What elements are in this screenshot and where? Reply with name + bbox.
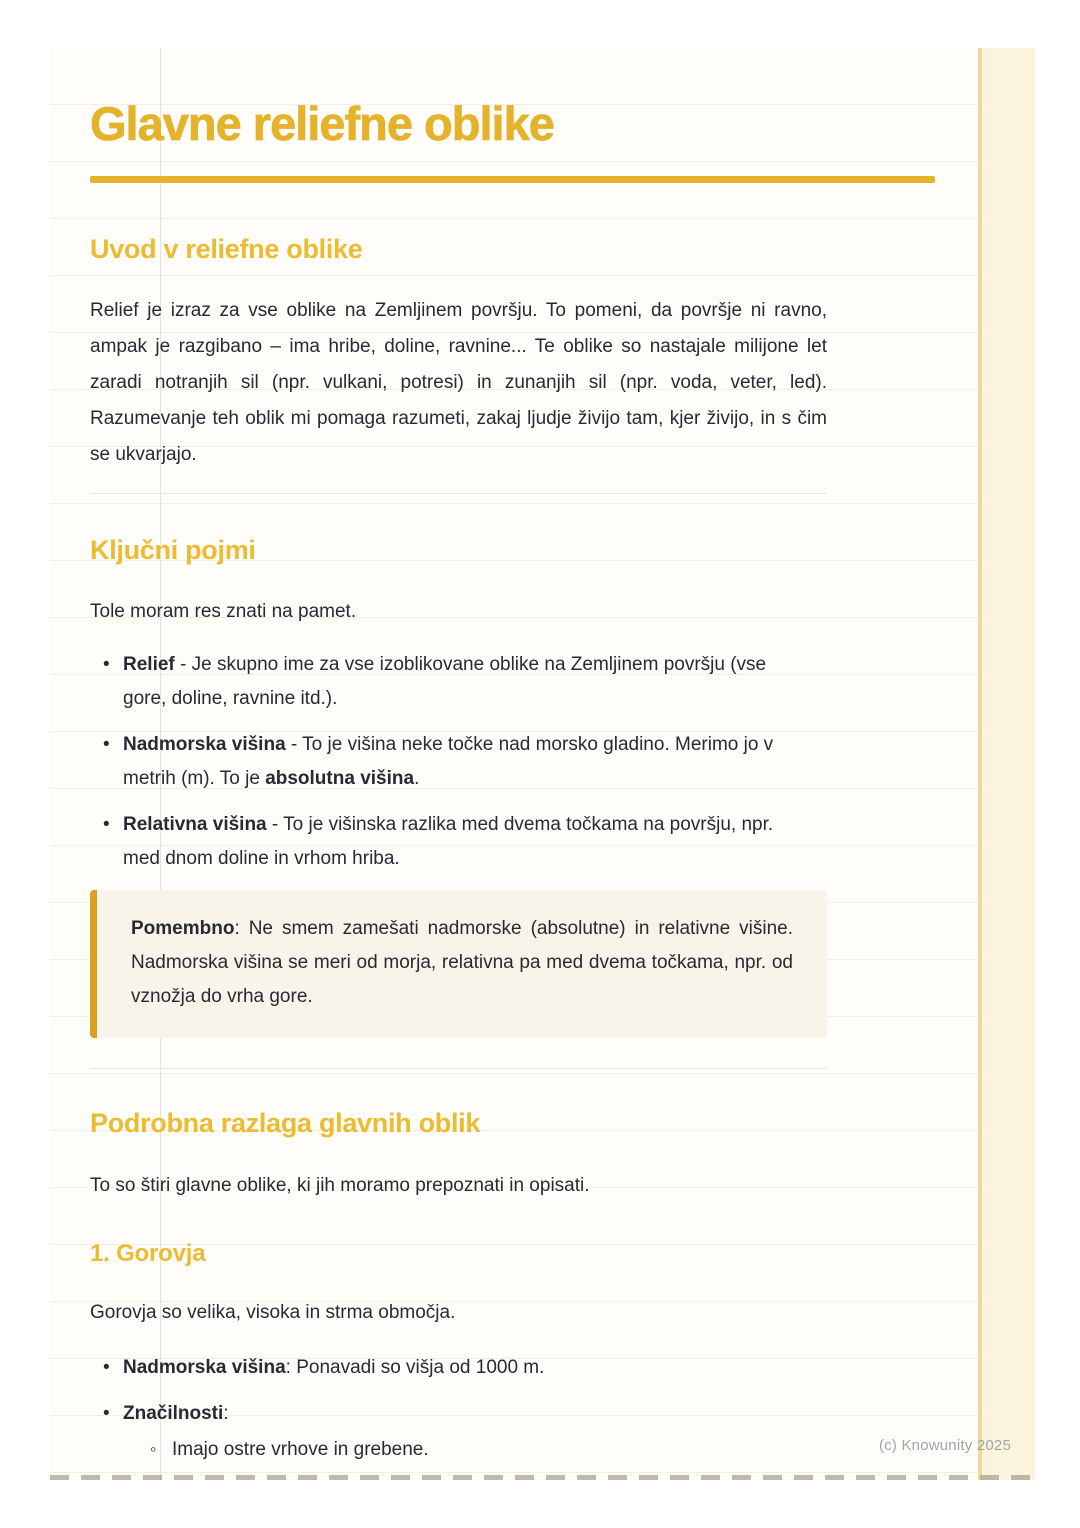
term-label: Nadmorska višina bbox=[123, 734, 286, 756]
sub-list-item bbox=[172, 1433, 773, 1467]
section-divider bbox=[90, 1068, 827, 1069]
notebook-edge-stripe bbox=[978, 48, 1035, 1480]
watermark: (c) Knowunity 2025 bbox=[878, 1437, 1011, 1454]
torn-page-edge bbox=[50, 1475, 1035, 1480]
section-heading-key-terms: Ključni pojmi bbox=[90, 535, 256, 566]
callout-text bbox=[131, 912, 793, 1014]
sub-item-text: Imajo ostre vrhove in grebene. bbox=[172, 1438, 429, 1460]
callout-label: Pomembno bbox=[131, 918, 235, 940]
term-definition: - To je višinska razlika med dvema točkama na površju, npr. med dnom doline in vrhom hriba. bbox=[123, 814, 774, 870]
list-item bbox=[123, 1351, 810, 1385]
document-page bbox=[50, 48, 1035, 1480]
section-heading-detailed: Podrobna razlaga glavnih oblik bbox=[90, 1108, 481, 1139]
term-definition-end: . bbox=[414, 768, 420, 790]
title-underline bbox=[90, 176, 935, 183]
term-label: Nadmorska višina bbox=[123, 1356, 286, 1378]
gorovja-sublist bbox=[123, 1433, 773, 1467]
key-terms-lead: Tole moram res znati na pamet. bbox=[90, 601, 357, 623]
intro-paragraph: Relief je izraz za vse oblike na Zemljinem površju. To pomeni, da površje ni ravno, ampak je razgibano – ima hribe, doline, ravnine... Te oblike so nastajale milijone let zaradi notranjih sil (npr. vulkani, potresi) in zunanjih sil (npr. voda, veter, led). Razumevanje teh oblik mi pomaga razumeti, zakaj ljudje živijo tam, kjer živijo, in s čim se ukvarjajo. bbox=[90, 300, 827, 466]
list-item bbox=[123, 1397, 810, 1467]
important-callout bbox=[90, 890, 827, 1038]
term-definition: : Ponavadi so višja od 1000 m. bbox=[285, 1356, 545, 1378]
page-title: Glavne reliefne oblike bbox=[90, 97, 554, 150]
gorovja-list bbox=[90, 1351, 810, 1467]
detailed-lead: To so štiri glavne oblike, ki jih moramo prepoznati in opisati. bbox=[90, 1174, 590, 1196]
term-label: Relief bbox=[123, 654, 175, 676]
list-item bbox=[123, 648, 810, 716]
key-terms-list bbox=[90, 648, 810, 876]
section-heading-intro: Uvod v reliefne oblike bbox=[90, 233, 363, 264]
section-divider bbox=[90, 493, 827, 494]
term-definition: - To je višina neke točke nad morsko gladino. Merimo jo v metrih (m). To je bbox=[123, 734, 774, 790]
term-definition: - Je skupno ime za vse izoblikovane oblike na Zemljinem površju (vse gore, doline, ravnine itd.). bbox=[123, 654, 767, 710]
term-emphasis: absolutna višina bbox=[265, 768, 415, 790]
term-label: Relativna višina bbox=[123, 814, 267, 836]
page-content bbox=[50, 48, 935, 1467]
subsection-heading-gorovja: 1. Gorovja bbox=[90, 1239, 206, 1267]
list-item bbox=[123, 728, 810, 796]
callout-body: : Ne smem zamešati nadmorske (absolutne) in relativne višine. Nadmorska višina se meri od morja, relativna pa med dvema točkama, npr. od vznožja do vrha gore. bbox=[131, 918, 793, 1008]
list-item bbox=[123, 808, 810, 876]
gorovja-lead: Gorovja so velika, visoka in strma območja. bbox=[90, 1301, 456, 1323]
term-definition: : bbox=[223, 1402, 229, 1424]
term-label: Značilnosti bbox=[123, 1402, 224, 1424]
